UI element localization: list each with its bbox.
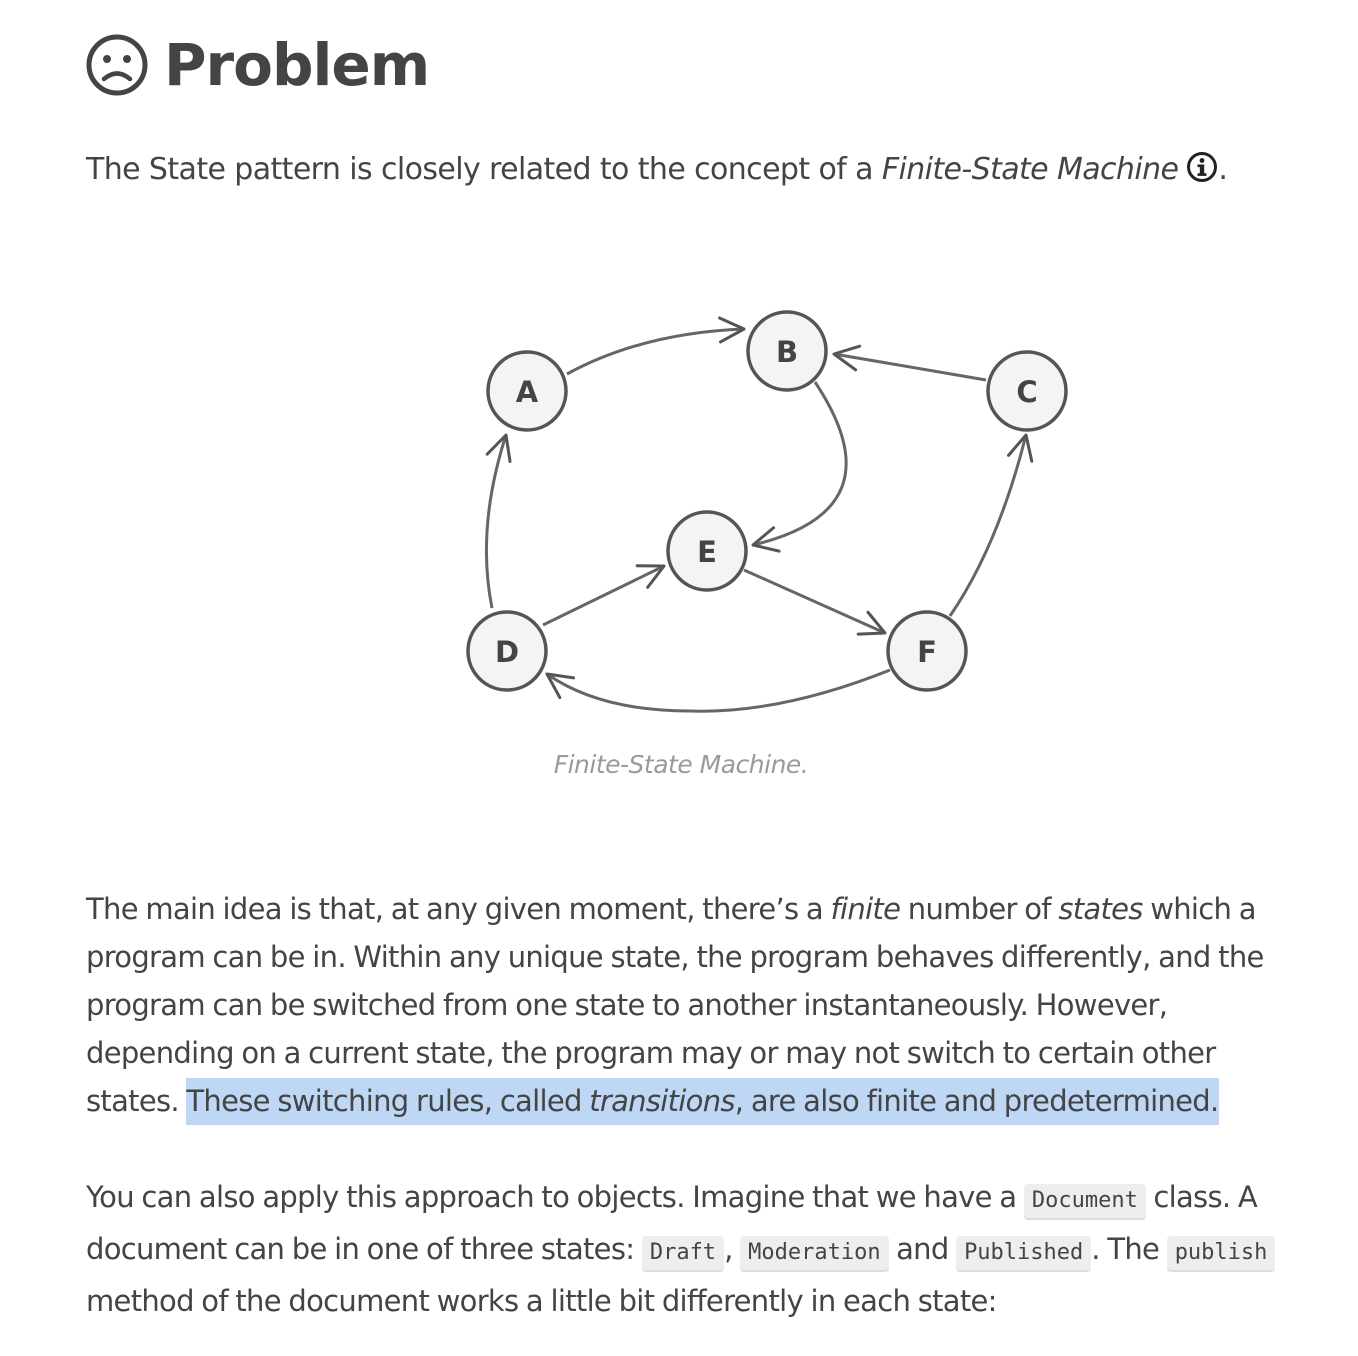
- node-a: [488, 352, 566, 430]
- svg-text:F: F: [917, 635, 937, 669]
- intro-period: .: [1218, 152, 1228, 187]
- text: and: [888, 1232, 957, 1266]
- svg-text:B: B: [775, 335, 799, 369]
- page-title: Problem: [164, 31, 430, 99]
- text: The main idea is that, at any given moment, there’s a: [86, 892, 831, 926]
- figure-caption: Finite-State Machine.: [553, 750, 809, 779]
- edge-d-e: [543, 566, 664, 625]
- edge-d-a: [486, 435, 506, 608]
- emphasis: transitions: [589, 1084, 735, 1118]
- node-f: [888, 612, 966, 690]
- text: which a program can be in. Within any unique state, the program behaves differently, and the program can be switched from one state to another instantaneously. However, depending on a current state, the program may or may not switch to certain other states.: [86, 892, 1264, 1118]
- code-document: Document: [1024, 1184, 1146, 1218]
- edge-b-e: [753, 382, 846, 545]
- svg-text:E: E: [697, 535, 717, 569]
- svg-text:C: C: [1016, 375, 1038, 409]
- edge-f-d: [547, 670, 890, 711]
- svg-text:D: D: [494, 635, 520, 669]
- paragraph-main-idea: [86, 885, 1276, 1125]
- node-b: [748, 312, 826, 390]
- edge-c-b: [834, 354, 986, 380]
- text: ,: [724, 1232, 741, 1266]
- text: These switching rules, called: [186, 1084, 590, 1118]
- text: method of the document works a little bit differently in each state:: [86, 1284, 997, 1318]
- info-icon[interactable]: [1186, 151, 1218, 196]
- code-draft: Draft: [642, 1236, 724, 1270]
- emphasis: finite: [830, 892, 901, 926]
- code-moderation: Moderation: [740, 1236, 888, 1270]
- sad-face-icon: [86, 34, 148, 96]
- fsm-term-link[interactable]: Finite-State Machine: [881, 152, 1179, 187]
- edge-e-f: [744, 570, 885, 633]
- node-c: [988, 352, 1066, 430]
- text: , are also finite and predetermined.: [734, 1084, 1219, 1118]
- node-e: [668, 512, 746, 590]
- fsm-diagram: [360, 290, 1038, 730]
- section-heading: [86, 30, 429, 100]
- paragraph-document-example: [86, 1173, 1276, 1325]
- text: number of: [900, 892, 1059, 926]
- text: . The: [1091, 1232, 1167, 1266]
- selected-text[interactable]: [186, 1078, 1218, 1125]
- text: You can also apply this approach to objects. Imagine that we have a: [86, 1180, 1024, 1214]
- text: class. A document can be in one of three states:: [86, 1180, 1258, 1266]
- edge-a-b: [567, 329, 744, 374]
- svg-text:A: A: [515, 375, 539, 409]
- intro-text: The State pattern is closely related to the concept of a: [86, 152, 882, 187]
- code-published: Published: [956, 1236, 1091, 1270]
- code-publish: publish: [1167, 1236, 1276, 1270]
- intro-paragraph: [86, 148, 1227, 196]
- node-d: [468, 612, 546, 690]
- emphasis: states: [1058, 892, 1143, 926]
- edge-f-c: [950, 435, 1026, 616]
